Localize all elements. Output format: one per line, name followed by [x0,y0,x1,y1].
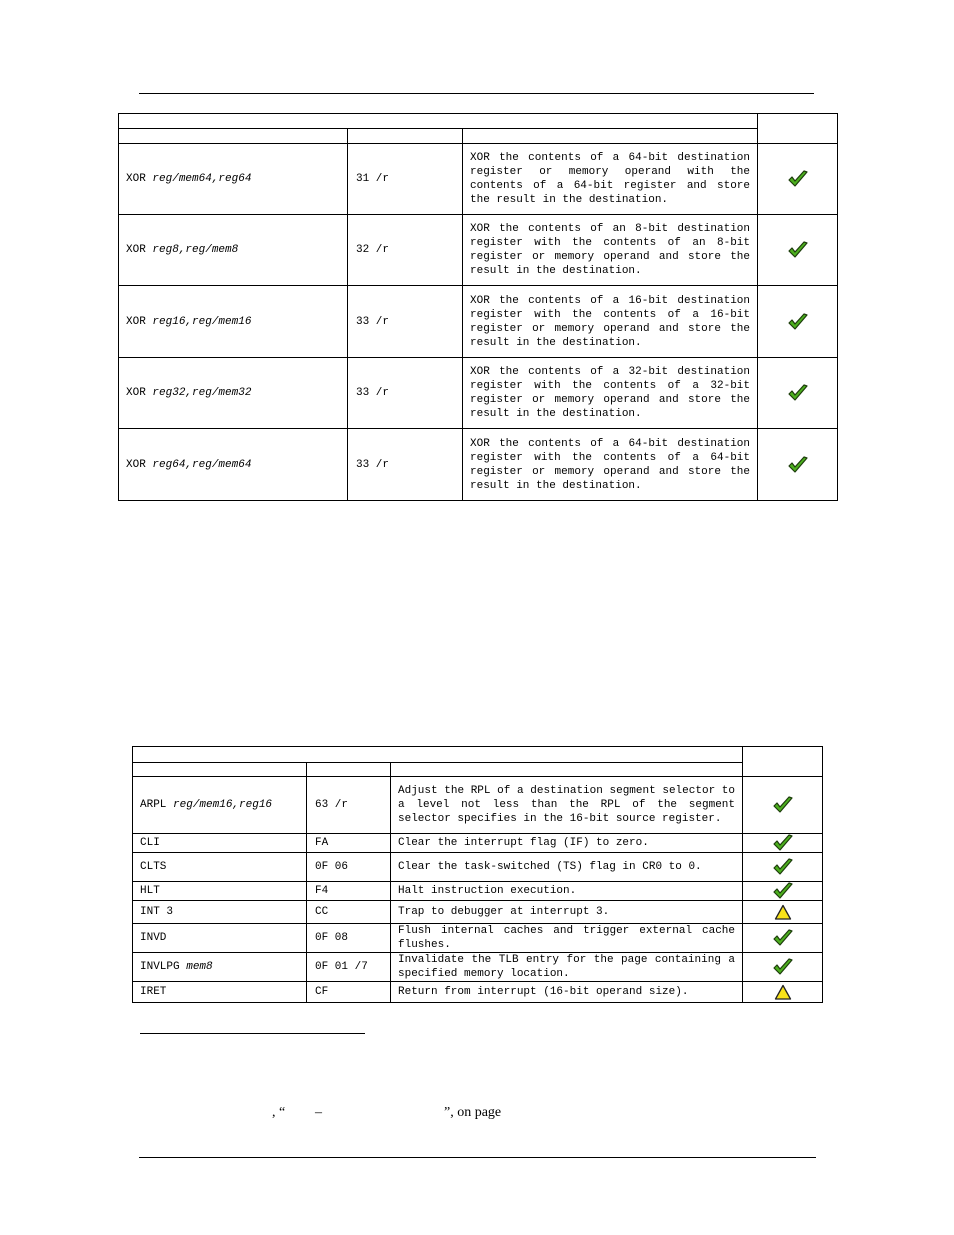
opcode-cell: 33 /r [348,429,463,501]
mnemonic: INVD [140,932,167,944]
instruction-cell [133,901,307,924]
instruction-column-header [119,129,348,144]
operands: reg/mem16,reg16 [173,799,273,811]
mnemonic: CLI [140,837,160,849]
opcode-cell: 0F 08 [307,924,391,953]
description-column-header [463,129,758,144]
footnote-fragment: ”, on page [444,1105,502,1120]
check-icon [743,953,823,982]
instruction-cell [133,982,307,1003]
opcode-cell: 0F 06 [307,853,391,882]
footnote-fragment: – [315,1105,322,1120]
description-column-header [391,763,743,777]
table-row [119,286,838,358]
warning-icon [743,982,823,1003]
check-icon [758,144,838,215]
description-cell: XOR the contents of an 8-bit destination register with the contents of an 8-bit register or memory operand and store the result in the destination. [463,215,758,286]
instruction-cell [119,144,348,215]
description-cell: XOR the contents of a 16-bit destination register with the contents of a 16-bit register or memory operand and store the result in the destination. [463,286,758,358]
table-row [133,882,823,901]
check-icon [743,853,823,882]
mnemonic: XOR [126,173,146,185]
footer-rule [139,1157,816,1158]
operands: reg8,reg/mem8 [152,244,239,256]
operands: reg64,reg/mem64 [152,458,252,471]
opcode-cell: 63 /r [307,777,391,834]
operands: reg16,reg/mem16 [152,315,252,328]
check-icon [743,777,823,834]
table-row [119,358,838,429]
footnote-fragment: , “ [272,1105,286,1120]
opcode-cell: 33 /r [348,358,463,429]
operands: mem8 [186,961,213,973]
instruction-cell [119,429,348,501]
table-group-header [119,114,758,129]
description-cell: Flush internal caches and trigger external cache flushes. [391,924,743,953]
opcode-cell: 33 /r [348,286,463,358]
opcode-cell: CC [307,901,391,924]
opcode-cell: CF [307,982,391,1003]
check-icon [743,924,823,953]
check-icon [743,882,823,901]
check-icon [758,429,838,501]
instruction-cell [133,834,307,853]
xor-instruction-table [118,113,838,501]
mnemonic: INT 3 [140,906,174,918]
table-row [133,982,823,1003]
warning-icon [743,901,823,924]
table-row [133,953,823,982]
table-row [119,429,838,501]
operands: reg32,reg/mem32 [152,387,252,399]
mnemonic: XOR [126,244,146,256]
instruction-cell [133,924,307,953]
description-cell: Invalidate the TLB entry for the page containing a specified memory location. [391,953,743,982]
instruction-cell [133,853,307,882]
table-row [133,834,823,853]
mnemonic: HLT [140,885,160,897]
opcode-cell: 0F 01 /7 [307,953,391,982]
description-cell: XOR the contents of a 64-bit destination register or memory operand with the contents of a 64-bit register and store the result in the destination. [463,144,758,215]
status-column-header [758,114,838,144]
description-cell: XOR the contents of a 32-bit destination register with the contents of a 32-bit register or memory operand and store the result in the destination. [463,358,758,429]
opcode-column-header [348,129,463,144]
status-column-header [743,747,823,777]
description-cell: XOR the contents of a 64-bit destination register with the contents of a 64-bit register or memory operand and store the result in the destination. [463,429,758,501]
instruction-cell [119,215,348,286]
description-cell: Adjust the RPL of a destination segment selector to a level not less than the RPL of the segment selector specifies in the 16-bit source register. [391,777,743,834]
opcode-column-header [307,763,391,777]
description-cell: Clear the task-switched (TS) flag in CR0 to 0. [391,853,743,882]
check-icon [758,286,838,358]
description-cell: Halt instruction execution. [391,882,743,901]
instruction-cell [133,777,307,834]
table-row [133,901,823,924]
mnemonic: XOR [126,458,146,471]
description-cell: Trap to debugger at interrupt 3. [391,901,743,924]
mnemonic: CLTS [140,861,167,873]
opcode-cell: 32 /r [348,215,463,286]
mnemonic: XOR [126,315,146,328]
table-group-header [133,747,743,763]
instruction-column-header [133,763,307,777]
instruction-cell [119,358,348,429]
system-instruction-table [132,746,823,1003]
mnemonic: XOR [126,387,146,399]
mnemonic: INVLPG [140,961,180,973]
instruction-cell [133,953,307,982]
check-icon [758,215,838,286]
header-rule [139,93,814,94]
table-row [133,924,823,953]
opcode-cell: 31 /r [348,144,463,215]
mnemonic: ARPL [140,799,167,811]
opcode-cell: F4 [307,882,391,901]
check-icon [743,834,823,853]
operands: reg/mem64,reg64 [152,173,252,185]
table-row [133,777,823,834]
mnemonic: IRET [140,986,167,998]
footnote-separator [140,1033,365,1034]
table-row [133,853,823,882]
description-cell: Clear the interrupt flag (IF) to zero. [391,834,743,853]
table-row [119,144,838,215]
check-icon [758,358,838,429]
instruction-cell [119,286,348,358]
description-cell: Return from interrupt (16-bit operand size). [391,982,743,1003]
opcode-cell: FA [307,834,391,853]
table-row [119,215,838,286]
instruction-cell [133,882,307,901]
